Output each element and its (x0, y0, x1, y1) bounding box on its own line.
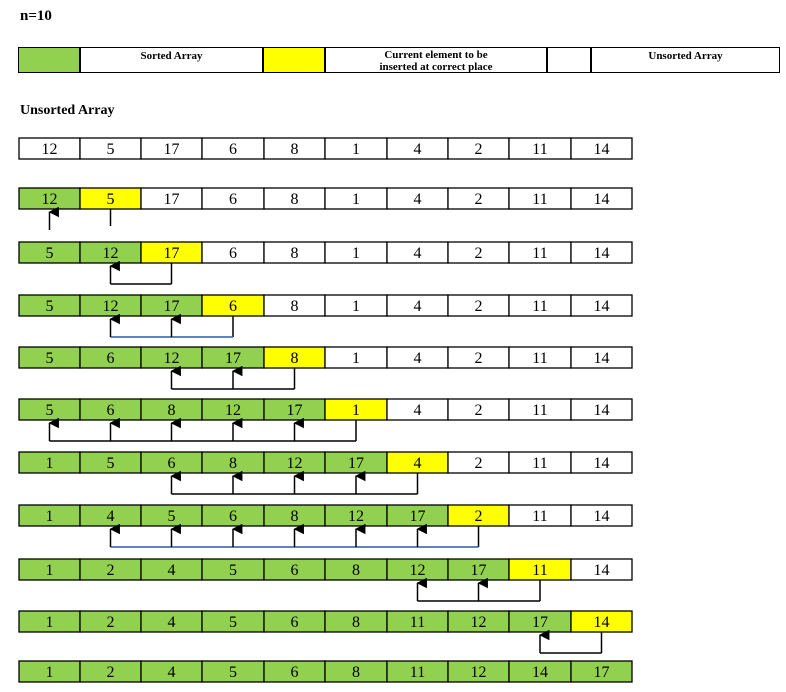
array-cell-value: 6 (290, 614, 299, 631)
array-cell-value: 4 (413, 402, 422, 419)
array-cell-value: 2 (474, 350, 483, 367)
array-cell-value: 11 (532, 455, 548, 472)
array-cell-value: 5 (106, 455, 115, 472)
array-cell-value: 6 (229, 245, 237, 262)
array-cell-value: 12 (470, 614, 487, 631)
array-cell-value: 1 (352, 350, 360, 367)
array-cell-value: 1 (45, 455, 54, 472)
array-cell-value: 2 (106, 664, 115, 681)
array-cell-value: 8 (290, 298, 299, 315)
array-cell-value: 2 (474, 191, 483, 208)
array-cell-value: 1 (45, 614, 54, 631)
array-cell-value: 1 (45, 508, 54, 525)
unsorted-array-heading: Unsorted Array (20, 103, 115, 118)
array-cell-value: 4 (167, 562, 176, 579)
array-cell-value: 4 (413, 245, 422, 262)
array-cell-value: 12 (41, 191, 58, 208)
array-cell-value: 17 (409, 508, 426, 525)
array-cell-value: 4 (106, 508, 115, 525)
array-cell-value: 17 (225, 350, 241, 367)
array-cell-value: 4 (413, 298, 422, 315)
array-cell-value: 14 (593, 191, 610, 208)
array-cell-value: 2 (474, 141, 483, 158)
array-cell-value: 5 (45, 298, 54, 315)
array-cell-value: 12 (102, 298, 119, 315)
array-cell-value: 4 (413, 191, 422, 208)
array-cell-value: 5 (106, 141, 115, 158)
array-cell-value: 6 (106, 402, 115, 419)
array-cell-value: 8 (290, 350, 299, 367)
array-cell-value: 14 (593, 508, 610, 525)
array-cell-value: 2 (106, 614, 115, 631)
array-cell-value: 5 (229, 664, 237, 681)
array-cell-value: 12 (41, 141, 58, 158)
array-cell-value: 14 (593, 402, 610, 419)
diagram-title: n=10 (20, 8, 52, 24)
array-cell-value: 8 (167, 402, 176, 419)
array-cell-value: 12 (225, 402, 241, 419)
array-cell-value: 17 (348, 455, 364, 472)
array-cell-value: 6 (229, 141, 237, 158)
array-cell-value: 8 (352, 664, 360, 681)
array-cell-value: 17 (163, 141, 180, 158)
array-cell-value: 12 (286, 455, 303, 472)
array-cell-value: 11 (532, 191, 548, 208)
array-cell-value: 11 (532, 508, 548, 525)
legend-unsorted-label: Unsorted Array (591, 47, 780, 73)
array-cell-value: 14 (593, 298, 610, 315)
array-cell-value: 5 (45, 350, 54, 367)
array-cell-value: 6 (167, 455, 176, 472)
array-cell-value: 2 (474, 508, 483, 525)
array-cell-value: 1 (352, 402, 360, 419)
array-cell-value: 17 (470, 562, 487, 579)
array-cell-value: 11 (532, 562, 548, 579)
array-cell-value: 14 (593, 455, 610, 472)
array-cell-value: 17 (163, 298, 180, 315)
array-cell-value: 12 (348, 508, 364, 525)
array-cell-value: 6 (229, 508, 237, 525)
array-cell-value: 8 (352, 562, 360, 579)
array-cell-value: 6 (229, 191, 237, 208)
array-cell-value: 12 (409, 562, 426, 579)
array-cell-value: 2 (474, 298, 483, 315)
array-cell-value: 11 (532, 141, 548, 158)
array-cell-value: 8 (290, 245, 299, 262)
array-cell-value: 12 (163, 350, 180, 367)
array-cell-value: 8 (290, 508, 299, 525)
array-cell-value: 11 (532, 245, 548, 262)
array-cell-value: 14 (593, 141, 610, 158)
array-cell-value: 4 (167, 664, 176, 681)
array-cell-value: 6 (290, 664, 299, 681)
array-cell-value: 2 (474, 245, 483, 262)
array-cell-value: 17 (163, 245, 180, 262)
array-cell-value: 1 (352, 245, 360, 262)
array-cell-value: 17 (532, 614, 548, 631)
array-cell-value: 5 (45, 402, 54, 419)
array-cell-value: 6 (290, 562, 299, 579)
array-cell-value: 5 (106, 191, 115, 208)
array-cell-value: 4 (413, 350, 422, 367)
array-cell-value: 17 (286, 402, 303, 419)
array-cell-value: 5 (167, 508, 176, 525)
array-cell-value: 1 (45, 664, 54, 681)
array-cell-value: 4 (413, 455, 422, 472)
array-cell-value: 5 (45, 245, 54, 262)
array-cell-value: 12 (102, 245, 119, 262)
array-cell-value: 14 (593, 245, 610, 262)
array-cell-value: 1 (352, 298, 360, 315)
array-cell-value: 1 (352, 191, 360, 208)
array-cell-value: 4 (167, 614, 176, 631)
array-cell-value: 5 (229, 614, 237, 631)
array-cell-value: 8 (290, 191, 299, 208)
array-cell-value: 11 (409, 664, 426, 681)
array-cell-value: 8 (290, 141, 299, 158)
legend-sorted-label: Sorted Array (80, 47, 263, 73)
array-cell-value: 17 (163, 191, 180, 208)
array-cell-value: 2 (474, 455, 483, 472)
array-cell-value: 11 (532, 402, 548, 419)
legend-current-label: Current element to be inserted at correct place (325, 47, 547, 73)
array-cell-value: 8 (229, 455, 237, 472)
array-cell-value: 17 (593, 664, 610, 681)
array-cell-value: 14 (532, 664, 548, 681)
array-cell-value: 14 (593, 350, 610, 367)
array-cell-value: 11 (532, 350, 548, 367)
array-cell-value: 1 (352, 141, 360, 158)
array-cell-value: 14 (593, 562, 610, 579)
array-cell-value: 2 (474, 402, 483, 419)
array-cell-value: 5 (229, 562, 237, 579)
array-cell-value: 2 (106, 562, 115, 579)
array-cell-value: 6 (106, 350, 115, 367)
array-cell-value: 12 (470, 664, 487, 681)
array-cell-value: 6 (229, 298, 237, 315)
array-cell-value: 11 (409, 614, 426, 631)
array-cell-value: 14 (593, 614, 610, 631)
array-cell-value: 11 (532, 298, 548, 315)
array-cell-value: 8 (352, 614, 360, 631)
array-cell-value: 1 (45, 562, 54, 579)
array-cell-value: 4 (413, 141, 422, 158)
